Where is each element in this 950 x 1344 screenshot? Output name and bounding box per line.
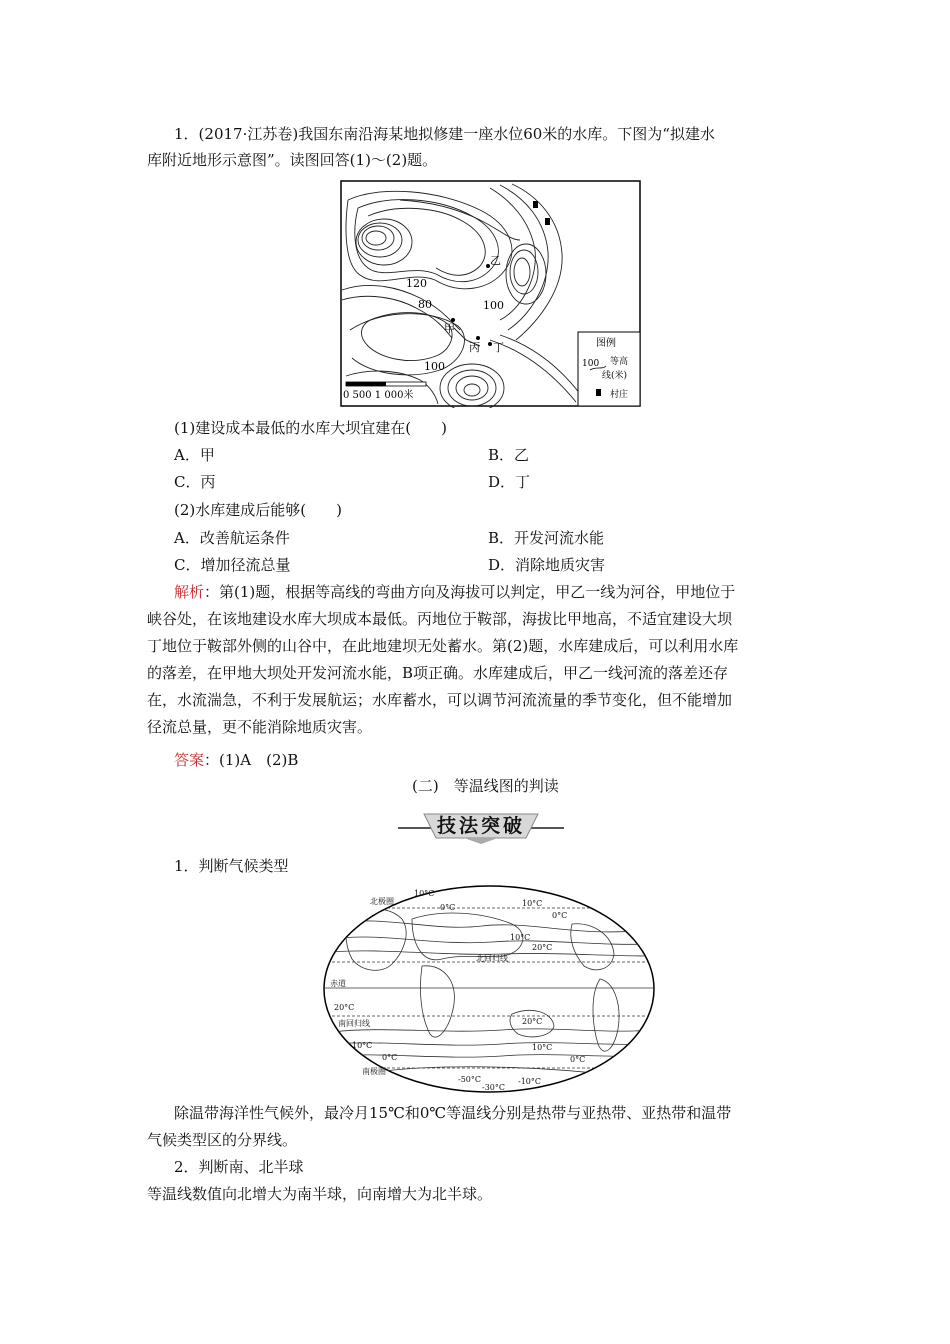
isotherm-label-s20-a: 20°C xyxy=(334,1003,355,1012)
item-1-text-line1: 除温带海洋性气候外，最冷月15℃和0℃等温线分别是热带与亚热带、亚热带和温带 xyxy=(174,1104,732,1122)
question-1-stem-line2: 库附近地形示意图”。读图回答(1)～(2)题。 xyxy=(147,151,438,169)
item-2-text: 等温线数值向北增大为南半球，向南增大为北半球。 xyxy=(147,1185,493,1203)
analysis-line5: 在，水流湍急，不利于发展航运；水库蓄水，可以调节河流流量的季节变化，但不能增加 xyxy=(147,691,733,709)
subquestion-1: (1)建设成本最低的水库大坝宜建在( ) xyxy=(174,419,447,437)
contour-label-100-south: 100 xyxy=(424,360,445,373)
isotherm-label-s20-b: 20°C xyxy=(522,1017,543,1026)
isotherm-label-s0-b: 0°C xyxy=(570,1055,586,1064)
question-1-stem-line1: 1．(2017·江苏卷)我国东南沿海某地拟修建一座水位60米的水库。下图为“拟建水 xyxy=(174,125,715,143)
subquestion-2-option-b[interactable]: B．开发河流水能 xyxy=(488,529,605,547)
subquestion-1-option-b[interactable]: B．乙 xyxy=(488,446,530,464)
subquestion-1-option-d[interactable]: D．丁 xyxy=(488,473,531,491)
section-banner xyxy=(398,804,564,844)
analysis-line3: 丁地位于鞍部外侧的山谷中，在此地建坝无处蓄水。第(2)题，水库建成后，可以利用水库 xyxy=(147,637,739,655)
arctic-circle-label: 北极圈 xyxy=(370,897,394,906)
analysis-line4: 的落差，在甲地大坝处开发河流水能，B项正确。水库建成后，甲乙一线河流的落差还存 xyxy=(147,664,729,682)
analysis-line2: 峡谷处，在该地建设水库大坝成本最低。丙地位于鞍部，海拔比甲地高，不适宜建设大坝 xyxy=(147,610,733,628)
contour-label-80: 80 xyxy=(418,298,432,311)
isotherm-label-n0-a: 0°C xyxy=(440,903,456,912)
banner-title: 技法突破 xyxy=(436,815,525,837)
answer-text: ：(1)A (2)B xyxy=(204,751,299,769)
legend-contour-unit: 线(米) xyxy=(602,371,628,381)
item-1-title: 1．判断气候类型 xyxy=(174,857,289,875)
world-isotherm-map xyxy=(322,884,656,1094)
isotherm-label-n10-c: 10°C xyxy=(510,933,531,942)
isotherm-label-s10-c: -10°C xyxy=(518,1077,542,1086)
isotherm-label-n0-b: 0°C xyxy=(552,911,568,920)
map-label-ding: 丁 xyxy=(493,341,504,354)
isotherm-label-n20-a: 20°C xyxy=(532,943,553,952)
isotherm-label-n10-a: 10°C xyxy=(414,889,435,898)
answer-label: 答案 xyxy=(174,751,205,769)
contour-label-120: 120 xyxy=(406,277,427,290)
subquestion-1-option-c[interactable]: C．丙 xyxy=(174,473,216,491)
analysis-text1: ：第(1)题，根据等高线的弯曲方向及海拔可以判定，甲乙一线为河谷，甲地位于 xyxy=(204,583,736,601)
isotherm-label-s50: -50°C xyxy=(458,1075,482,1084)
isotherm-label-n10-b: 10°C xyxy=(522,899,543,908)
subquestion-2-option-c[interactable]: C．增加径流总量 xyxy=(174,556,291,574)
legend-contour-value: 100 xyxy=(582,359,600,369)
section-heading: (二) 等温线图的判读 xyxy=(412,777,559,795)
legend-village: 村庄 xyxy=(610,390,629,400)
subquestion-2: (2)水库建成后能够( ) xyxy=(174,501,342,519)
analysis-label: 解析 xyxy=(174,583,205,601)
subquestion-1-option-a[interactable]: A．甲 xyxy=(174,446,215,464)
isotherm-label-s10-b: 10°C xyxy=(532,1043,553,1052)
analysis-line6: 径流总量，更不能消除地质灾害。 xyxy=(147,718,373,736)
item-1-text-line2: 气候类型区的分界线。 xyxy=(147,1131,298,1149)
tropic-of-cancer-label: 北回归线 xyxy=(476,954,508,963)
topographic-map xyxy=(340,180,642,408)
map-label-jia: 甲 xyxy=(444,322,455,335)
subquestion-2-option-d[interactable]: D．消除地质灾害 xyxy=(488,556,606,574)
isotherm-label-s10-a: 10°C xyxy=(352,1041,373,1050)
legend-contour-text: 等高 xyxy=(610,357,629,367)
subquestion-2-option-a[interactable]: A．改善航运条件 xyxy=(174,529,290,547)
equator-label: 赤道 xyxy=(330,979,346,988)
analysis-line1 xyxy=(174,582,735,602)
answer-line xyxy=(174,750,298,770)
map-legend xyxy=(578,332,640,406)
scale-label: 0 500 1 000米 xyxy=(343,390,414,401)
isotherm-label-s30: -30°C xyxy=(482,1083,506,1092)
map-label-bing: 丙 xyxy=(469,341,480,354)
map-label-yi: 乙 xyxy=(490,254,501,267)
tropic-of-capricorn-label: 南回归线 xyxy=(338,1019,370,1028)
legend-title: 图例 xyxy=(596,338,616,349)
contour-label-100-east: 100 xyxy=(483,299,504,312)
antarctic-circle-label: 南极圈 xyxy=(362,1067,386,1076)
item-2-title: 2．判断南、北半球 xyxy=(174,1158,304,1176)
isotherm-label-s0-a: 0°C xyxy=(382,1053,398,1062)
